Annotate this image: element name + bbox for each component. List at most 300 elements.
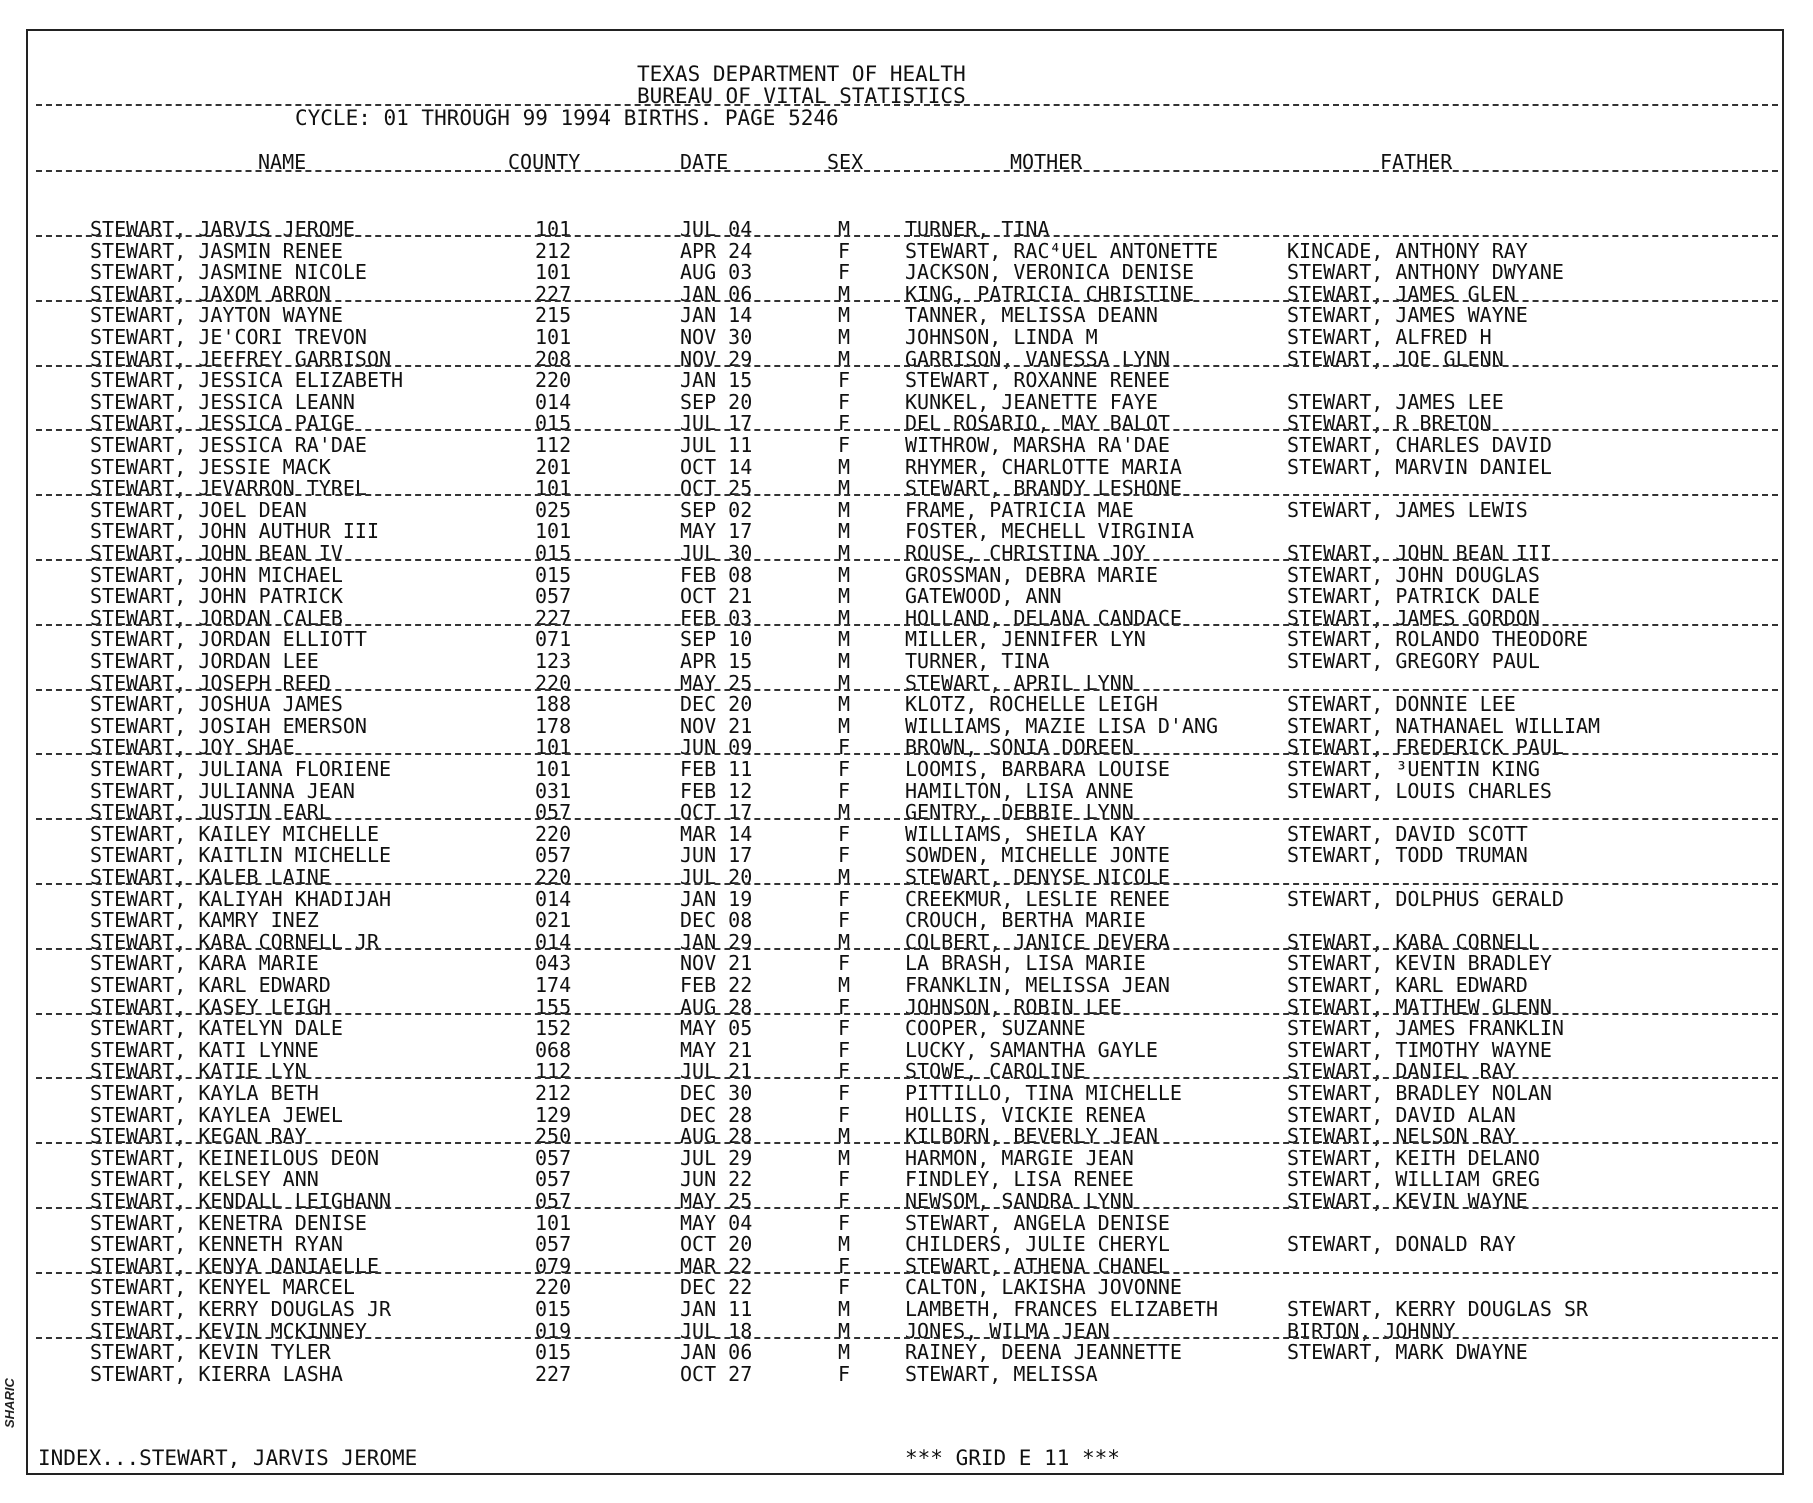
cell-sex: M (838, 325, 851, 349)
cell-date: JUL 17 (680, 411, 753, 436)
cycle-line: CYCLE: 01 THROUGH 99 1994 BIRTHS. PAGE 5246 (295, 106, 839, 130)
cell-county: 057 (535, 800, 572, 825)
cell-date: FEB 08 (680, 562, 753, 587)
cell-name: STEWART, JESSICA ELIZABETH (90, 368, 404, 393)
cell-date: JUL 20 (680, 865, 753, 889)
table-row (0, 757, 1813, 779)
cell-mother: GENTRY, DEBBIE LYNN (905, 800, 1134, 825)
cell-mother: ROUSE, CHRISTINA JOY (905, 541, 1146, 565)
cell-name: STEWART, KEINEILOUS DEON (90, 1145, 379, 1170)
cell-name: STEWART, JESSIE MACK (90, 454, 331, 479)
cell-sex: F (838, 389, 851, 414)
table-row (0, 260, 1813, 285)
cell-county: 068 (535, 1037, 572, 1062)
cell-name: STEWART, KEVIN TYLER (90, 1340, 331, 1365)
cell-date: FEB 12 (680, 778, 753, 803)
cell-county: 101 (535, 1210, 572, 1235)
cell-name: STEWART, KERRY DOUGLAS JR (90, 1297, 392, 1321)
header-subtitle: BUREAU OF VITAL STATISTICS (637, 84, 966, 108)
divider (36, 689, 1778, 691)
divider (36, 948, 1778, 950)
cell-county: 220 (535, 670, 572, 695)
cell-sex: M (838, 1340, 851, 1365)
cell-county: 212 (535, 1081, 572, 1105)
table-row (0, 1340, 1813, 1365)
cell-county: 208 (535, 346, 572, 371)
cell-father: STEWART, DAVID SCOTT (1287, 821, 1528, 846)
divider (36, 170, 1778, 172)
cell-county: 227 (535, 605, 572, 630)
cell-mother: GROSSMAN, DEBRA MARIE (905, 562, 1158, 587)
cell-name: STEWART, JULIANNA JEAN (90, 778, 355, 803)
cell-sex: F (838, 238, 851, 263)
cell-county: 015 (535, 562, 572, 587)
cell-name: STEWART, JESSICA PAIGE (90, 411, 355, 436)
table-row (0, 1362, 1813, 1384)
cell-name: STEWART, KAYLA BETH (90, 1081, 319, 1105)
cell-county: 101 (535, 325, 572, 349)
cell-name: STEWART, JOY SHAE (90, 735, 295, 760)
cell-date: JAN 14 (680, 303, 753, 328)
cell-sex: F (838, 1253, 851, 1278)
cell-sex: F (838, 951, 851, 976)
cell-sex: F (838, 886, 851, 911)
divider (36, 365, 1778, 367)
divider (36, 1077, 1778, 1079)
cell-father: STEWART, WILLIAM GREG (1287, 1167, 1540, 1192)
cell-name: STEWART, JORDAN LEE (90, 649, 319, 673)
cell-county: 220 (535, 821, 572, 846)
cell-county: 057 (535, 1167, 572, 1192)
cell-date: AUG 03 (680, 260, 753, 285)
cell-mother: HARMON, MARGIE JEAN (905, 1145, 1134, 1170)
cell-county: 057 (535, 1232, 572, 1257)
cell-father: STEWART, MARK DWAYNE (1287, 1340, 1528, 1365)
side-label: SHARIC (2, 1378, 17, 1428)
cell-name: STEWART, JAXOM ARRON (90, 281, 331, 306)
cell-sex: M (838, 692, 851, 717)
table-row (0, 1081, 1813, 1103)
cell-county: 101 (535, 476, 572, 501)
cell-mother: STEWART, ANGELA DENISE (905, 1210, 1170, 1235)
cell-date: NOV 29 (680, 346, 753, 371)
cell-mother: STEWART, RAC⁴UEL ANTONETTE (905, 238, 1219, 263)
cell-father: KINCADE, ANTHONY RAY (1287, 238, 1528, 263)
table-row (0, 433, 1813, 455)
cell-county: 112 (535, 433, 572, 457)
cell-mother: STOWE, CAROLINE (905, 1059, 1086, 1084)
cell-father: STEWART, JAMES FRANKLIN (1287, 1016, 1564, 1041)
index-line: INDEX...STEWART, JARVIS JEROME (38, 1446, 418, 1470)
cell-county: 071 (535, 627, 572, 652)
cell-name: STEWART, KAMRY INEZ (90, 908, 319, 933)
cell-sex: M (838, 670, 851, 695)
cell-date: FEB 11 (680, 757, 753, 781)
cell-date: APR 24 (680, 238, 753, 263)
cell-name: STEWART, KAYLEA JEWEL (90, 1102, 343, 1127)
cell-name: STEWART, KEGAN RAY (90, 1124, 307, 1149)
cell-name: STEWART, KEVIN MCKINNEY (90, 1318, 367, 1343)
cell-name: STEWART, JASMINE NICOLE (90, 260, 367, 285)
divider (36, 624, 1778, 626)
cell-sex: M (838, 584, 851, 609)
cell-county: 057 (535, 1145, 572, 1170)
cell-sex: M (838, 929, 851, 954)
cell-father: STEWART, KEVIN BRADLEY (1287, 951, 1552, 976)
cell-father: STEWART, TIMOTHY WAYNE (1287, 1037, 1552, 1062)
table-row (0, 951, 1813, 976)
cell-date: JAN 11 (680, 1297, 753, 1321)
cell-father: STEWART, LOUIS CHARLES (1287, 778, 1552, 803)
table-row (0, 239, 1813, 261)
cell-county: 101 (535, 217, 572, 241)
cell-county: 015 (535, 1340, 572, 1365)
table-row (0, 1211, 1813, 1233)
cell-county: 031 (535, 778, 572, 803)
cell-county: 112 (535, 1059, 572, 1084)
cell-date: OCT 14 (680, 454, 753, 479)
cell-date: MAY 25 (680, 1189, 753, 1213)
cell-sex: F (838, 757, 851, 781)
cell-sex: M (838, 303, 851, 328)
cell-county: 043 (535, 951, 572, 976)
cell-county: 014 (535, 929, 572, 954)
table-row (0, 325, 1813, 347)
cell-name: STEWART, KATELYN DALE (90, 1016, 343, 1041)
cell-name: STEWART, KATIE LYN (90, 1059, 307, 1084)
cell-father: STEWART, DONNIE LEE (1287, 692, 1516, 717)
cell-sex: F (838, 1102, 851, 1127)
cell-sex: M (838, 346, 851, 371)
cell-date: MAY 21 (680, 1037, 753, 1062)
cell-mother: LOOMIS, BARBARA LOUISE (905, 757, 1170, 781)
cell-father: STEWART, DONALD RAY (1287, 1232, 1516, 1257)
cell-mother: KUNKEL, JEANETTE FAYE (905, 389, 1158, 414)
cell-name: STEWART, JESSICA LEANN (90, 389, 355, 414)
cell-county: 201 (535, 454, 572, 479)
cell-father: STEWART, KEITH DELANO (1287, 1145, 1540, 1170)
table-row (0, 1167, 1813, 1192)
cell-mother: COLBERT, JANICE DEVERA (905, 929, 1170, 954)
column-header-county: COUNTY (508, 150, 581, 174)
cell-date: JUL 18 (680, 1318, 753, 1343)
cell-mother: CHILDERS, JULIE CHERYL (905, 1232, 1170, 1257)
cell-county: 215 (535, 303, 572, 328)
cell-sex: M (838, 476, 851, 501)
cell-date: SEP 02 (680, 497, 753, 522)
cell-sex: F (838, 1210, 851, 1235)
cell-mother: BROWN, SONIA DOREEN (905, 735, 1134, 760)
cell-sex: M (838, 627, 851, 652)
cell-county: 220 (535, 1275, 572, 1300)
cell-mother: MILLER, JENNIFER LYN (905, 627, 1146, 652)
cell-sex: M (838, 281, 851, 306)
cell-mother: RHYMER, CHARLOTTE MARIA (905, 454, 1182, 479)
cell-name: STEWART, KAITLIN MICHELLE (90, 843, 392, 868)
cell-date: MAY 05 (680, 1016, 753, 1041)
cell-county: 250 (535, 1124, 572, 1149)
cell-father: STEWART, DANIEL RAY (1287, 1059, 1516, 1084)
cell-date: NOV 21 (680, 951, 753, 976)
cell-county: 123 (535, 649, 572, 673)
cell-date: OCT 21 (680, 584, 753, 609)
table-row (0, 779, 1813, 801)
cell-father: STEWART, KERRY DOUGLAS SR (1287, 1297, 1589, 1321)
cell-county: 227 (535, 281, 572, 306)
cell-county: 155 (535, 994, 572, 1019)
table-row (0, 649, 1813, 671)
cell-father: STEWART, CHARLES DAVID (1287, 433, 1552, 457)
table-row (0, 368, 1813, 393)
cell-date: SEP 10 (680, 627, 753, 652)
table-row (0, 584, 1813, 609)
cell-mother: HOLLIS, VICKIE RENEA (905, 1102, 1146, 1127)
cell-father: STEWART, JAMES LEE (1287, 389, 1504, 414)
cell-mother: PITTILLO, TINA MICHELLE (905, 1081, 1182, 1105)
cell-father: STEWART, ANTHONY DWYANE (1287, 260, 1564, 285)
cell-county: 220 (535, 368, 572, 393)
cell-sex: M (838, 1297, 851, 1321)
table-row (0, 692, 1813, 717)
cell-name: STEWART, KARA CORNELL JR (90, 929, 379, 954)
cell-county: 152 (535, 1016, 572, 1041)
cell-mother: CREEKMUR, LESLIE RENEE (905, 886, 1170, 911)
divider (36, 235, 1778, 237)
cell-sex: F (838, 1167, 851, 1192)
cell-mother: FOSTER, MECHELL VIRGINIA (905, 519, 1194, 544)
table-row (0, 843, 1813, 868)
cell-father: STEWART, JAMES GORDON (1287, 605, 1540, 630)
cell-sex: F (838, 908, 851, 933)
cell-name: STEWART, JOHN MICHAEL (90, 562, 343, 587)
cell-county: 188 (535, 692, 572, 717)
cell-county: 101 (535, 735, 572, 760)
cell-sex: F (838, 260, 851, 285)
cell-mother: NEWSOM, SANDRA LYNN (905, 1189, 1134, 1213)
cell-father: STEWART, DAVID ALAN (1287, 1102, 1516, 1127)
cell-father: STEWART, TODD TRUMAN (1287, 843, 1528, 868)
cell-mother: HAMILTON, LISA ANNE (905, 778, 1134, 803)
cell-date: NOV 21 (680, 713, 753, 738)
cell-father: STEWART, NATHANAEL WILLIAM (1287, 713, 1601, 738)
cell-county: 174 (535, 973, 572, 997)
table-row (0, 1146, 1813, 1168)
cell-date: MAY 17 (680, 519, 753, 544)
cell-date: JAN 29 (680, 929, 753, 954)
table-row (0, 1038, 1813, 1060)
cell-mother: LAMBETH, FRANCES ELIZABETH (905, 1297, 1219, 1321)
divider (36, 818, 1778, 820)
cell-date: MAR 22 (680, 1253, 753, 1278)
cell-father: STEWART, BRADLEY NOLAN (1287, 1081, 1552, 1105)
cell-sex: M (838, 800, 851, 825)
table-row (0, 822, 1813, 844)
cell-sex: F (838, 821, 851, 846)
cell-father: STEWART, MATTHEW GLENN (1287, 994, 1552, 1019)
cell-date: OCT 27 (680, 1361, 753, 1386)
cell-name: STEWART, KELSEY ANN (90, 1167, 319, 1192)
cell-father: STEWART, R BRETON (1287, 411, 1492, 436)
cell-sex: M (838, 217, 851, 241)
cell-name: STEWART, KARL EDWARD (90, 973, 331, 997)
divider (36, 494, 1778, 496)
cell-sex: F (838, 433, 851, 457)
cell-county: 014 (535, 389, 572, 414)
cell-county: 057 (535, 1189, 572, 1213)
cell-date: FEB 22 (680, 973, 753, 997)
cell-mother: JONES, WILMA JEAN (905, 1318, 1110, 1343)
table-row (0, 714, 1813, 736)
cell-mother: TURNER, TINA (905, 649, 1050, 673)
cell-date: AUG 28 (680, 1124, 753, 1149)
divider (36, 1272, 1778, 1274)
cell-mother: WITHROW, MARSHA RA'DAE (905, 433, 1170, 457)
table-row (0, 908, 1813, 933)
cell-father: STEWART, ALFRED H (1287, 325, 1492, 349)
cell-mother: STEWART, ROXANNE RENEE (905, 368, 1170, 393)
cell-county: 025 (535, 497, 572, 522)
cell-sex: F (838, 994, 851, 1019)
column-header-date: DATE (680, 150, 729, 174)
cell-sex: F (838, 368, 851, 393)
cell-father: STEWART, JOHN BEAN III (1287, 541, 1552, 565)
cell-mother: KLOTZ, ROCHELLE LEIGH (905, 692, 1158, 717)
cell-date: MAY 04 (680, 1210, 753, 1235)
cell-county: 014 (535, 886, 572, 911)
cell-county: 015 (535, 541, 572, 565)
table-row (0, 455, 1813, 477)
divider (36, 1207, 1778, 1209)
cell-name: STEWART, JASMIN RENEE (90, 238, 343, 263)
cell-sex: M (838, 1318, 851, 1343)
cell-father: STEWART, GREGORY PAUL (1287, 649, 1540, 673)
cell-county: 019 (535, 1318, 572, 1343)
cell-father: STEWART, FREDERICK PAUL (1287, 735, 1564, 760)
cell-father: STEWART, ³UENTIN KING (1287, 757, 1540, 781)
cell-father: STEWART, NELSON RAY (1287, 1124, 1516, 1149)
table-row (0, 973, 1813, 995)
cell-mother: FRANKLIN, MELISSA JEAN (905, 973, 1170, 997)
cell-date: OCT 20 (680, 1232, 753, 1257)
table-row (0, 1297, 1813, 1319)
table-row (0, 1016, 1813, 1041)
cell-mother: JACKSON, VERONICA DENISE (905, 260, 1194, 285)
cell-father: STEWART, ROLANDO THEODORE (1287, 627, 1589, 652)
cell-mother: KING, PATRICIA CHRISTINE (905, 281, 1194, 306)
cell-county: 101 (535, 757, 572, 781)
cell-date: OCT 25 (680, 476, 753, 501)
cell-sex: M (838, 1124, 851, 1149)
cell-sex: F (838, 735, 851, 760)
cell-sex: F (838, 1361, 851, 1386)
cell-date: JAN 19 (680, 886, 753, 911)
cell-mother: COOPER, SUZANNE (905, 1016, 1086, 1041)
table-row (0, 1103, 1813, 1125)
column-header-sex: SEX (827, 150, 864, 174)
cell-date: DEC 30 (680, 1081, 753, 1105)
cell-date: JUN 22 (680, 1167, 753, 1192)
table-row (0, 887, 1813, 909)
cell-father: STEWART, JOE GLENN (1287, 346, 1504, 371)
cell-date: SEP 20 (680, 389, 753, 414)
cell-father: STEWART, JAMES WAYNE (1287, 303, 1528, 328)
header-title: TEXAS DEPARTMENT OF HEALTH (637, 62, 966, 86)
column-header-name: NAME (258, 150, 307, 174)
cell-sex: F (838, 411, 851, 436)
cell-sex: M (838, 497, 851, 522)
cell-sex: F (838, 1275, 851, 1300)
cell-county: 079 (535, 1253, 572, 1278)
cell-name: STEWART, JOHN PATRICK (90, 584, 343, 609)
cell-date: JUL 21 (680, 1059, 753, 1084)
cell-date: DEC 28 (680, 1102, 753, 1127)
cell-mother: WILLIAMS, SHEILA KAY (905, 821, 1146, 846)
cell-name: STEWART, JOHN BEAN IV (90, 541, 343, 565)
cell-mother: FRAME, PATRICIA MAE (905, 497, 1134, 522)
cell-sex: M (838, 1145, 851, 1170)
table-row (0, 1232, 1813, 1257)
cell-sex: F (838, 1189, 851, 1213)
cell-name: STEWART, KENNETH RYAN (90, 1232, 343, 1257)
cell-name: STEWART, JESSICA RA'DAE (90, 433, 367, 457)
cell-sex: M (838, 454, 851, 479)
table-row (0, 303, 1813, 328)
cell-date: MAY 25 (680, 670, 753, 695)
cell-name: STEWART, KASEY LEIGH (90, 994, 331, 1019)
cell-name: STEWART, KENYA DANIAELLE (90, 1253, 379, 1278)
cell-date: JUL 11 (680, 433, 753, 457)
cell-date: OCT 17 (680, 800, 753, 825)
cell-county: 212 (535, 238, 572, 263)
table-row (0, 390, 1813, 412)
cell-county: 178 (535, 713, 572, 738)
cell-county: 015 (535, 411, 572, 436)
cell-mother: JOHNSON, LINDA M (905, 325, 1098, 349)
cell-mother: TURNER, TINA (905, 217, 1050, 241)
divider (36, 559, 1778, 561)
cell-sex: F (838, 1016, 851, 1041)
cell-date: MAR 14 (680, 821, 753, 846)
cell-mother: TANNER, MELISSA DEANN (905, 303, 1158, 328)
cell-mother: GARRISON, VANESSA LYNN (905, 346, 1170, 371)
cell-father: STEWART, MARVIN DANIEL (1287, 454, 1552, 479)
cell-name: STEWART, KALIYAH KHADIJAH (90, 886, 392, 911)
cell-date: JAN 06 (680, 1340, 753, 1365)
cell-county: 101 (535, 519, 572, 544)
cell-county: 220 (535, 865, 572, 889)
cell-name: STEWART, JORDAN ELLIOTT (90, 627, 367, 652)
divider (36, 753, 1778, 755)
cell-date: FEB 03 (680, 605, 753, 630)
cell-mother: STEWART, BRANDY LESHONE (905, 476, 1182, 501)
cell-name: STEWART, JOSIAH EMERSON (90, 713, 367, 738)
column-header-mother: MOTHER (1010, 150, 1083, 174)
cell-mother: GATEWOOD, ANN (905, 584, 1062, 609)
cell-mother: RAINEY, DEENA JEANNETTE (905, 1340, 1182, 1365)
cell-father: STEWART, KARA CORNELL (1287, 929, 1540, 954)
cell-mother: CALTON, LAKISHA JOVONNE (905, 1275, 1182, 1300)
cell-sex: F (838, 1081, 851, 1105)
grid-reference: *** GRID E 11 *** (905, 1446, 1120, 1470)
cell-mother: STEWART, APRIL LYNN (905, 670, 1134, 695)
cell-sex: M (838, 1232, 851, 1257)
cell-date: JAN 15 (680, 368, 753, 393)
cell-name: STEWART, JOSHUA JAMES (90, 692, 343, 717)
cell-name: STEWART, KAILEY MICHELLE (90, 821, 379, 846)
cell-county: 057 (535, 843, 572, 868)
cell-father: STEWART, DOLPHUS GERALD (1287, 886, 1564, 911)
cell-name: STEWART, KENETRA DENISE (90, 1210, 367, 1235)
